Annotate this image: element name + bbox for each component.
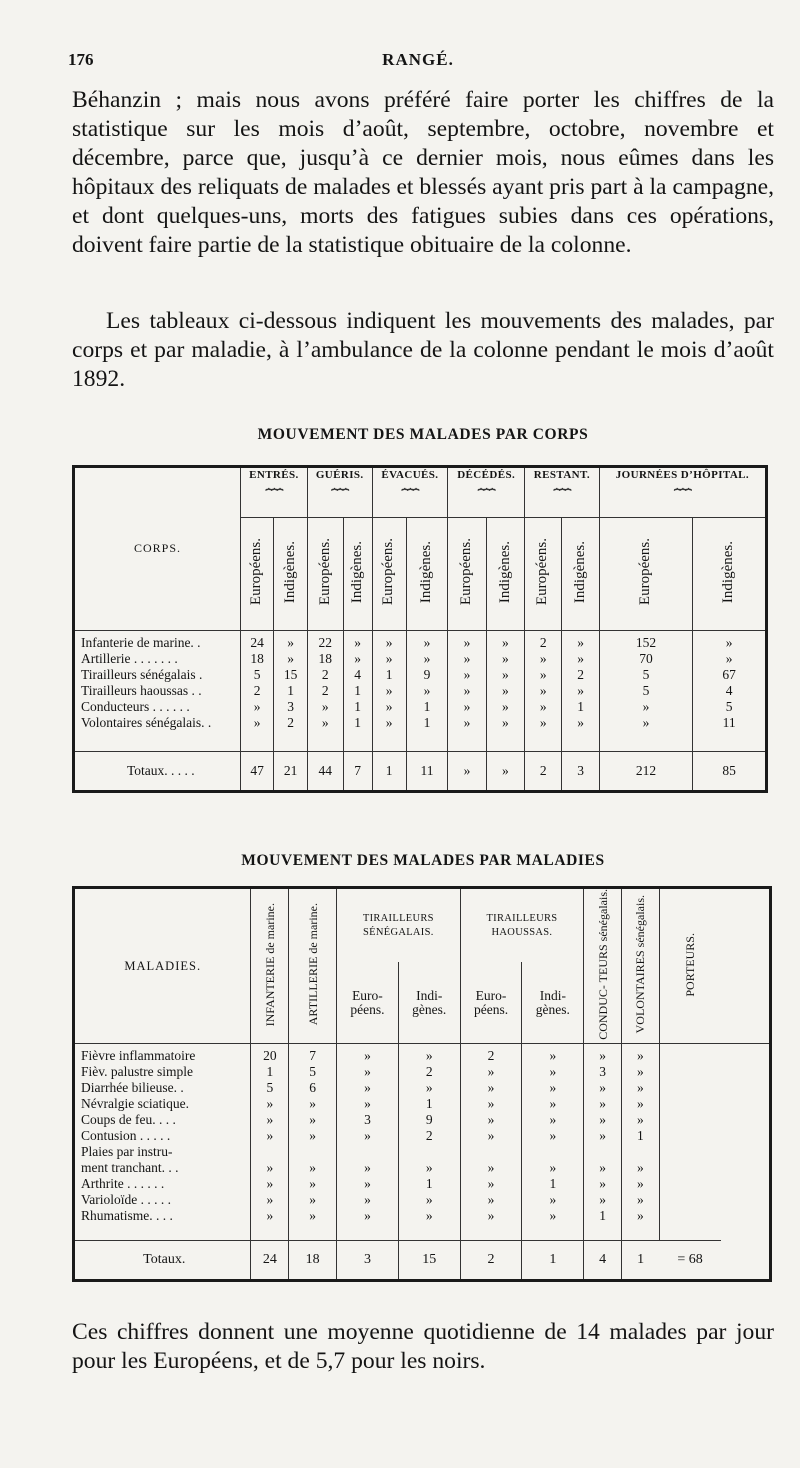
table-cell: 67 xyxy=(693,667,767,683)
table-cell: » xyxy=(448,651,486,667)
empty-cell xyxy=(398,1224,460,1241)
sub-header-europeens: Européens. xyxy=(307,518,343,631)
table-cell: 70 xyxy=(599,651,692,667)
table-cell: » xyxy=(522,1112,584,1128)
total-cell: 3 xyxy=(337,1240,399,1280)
total-cell: 21 xyxy=(274,752,307,792)
table-cell: » xyxy=(693,631,767,652)
table-row xyxy=(74,1112,771,1128)
table-cell: » xyxy=(460,1208,522,1224)
table-cell: » xyxy=(584,1112,622,1128)
row-label: Arthrite . . . . . . xyxy=(81,1176,165,1192)
table-cell: » xyxy=(289,1208,337,1224)
group-header-journees: JOURNÉES D’HÔPITAL. ⏞⏞⏞ xyxy=(599,467,766,518)
table-cell: » xyxy=(562,631,599,652)
table-cell: » xyxy=(460,1160,522,1176)
spacer-row xyxy=(74,1224,771,1241)
table-cell: 2 xyxy=(307,683,343,699)
empty-cell xyxy=(562,731,599,752)
table-cell: » xyxy=(486,715,524,731)
table-cell: » xyxy=(486,699,524,715)
total-cell: 1 xyxy=(522,1240,584,1280)
table-cell: » xyxy=(486,683,524,699)
sub-header-europeens: Européens. xyxy=(599,518,692,631)
table-cell: » xyxy=(289,1096,337,1112)
table-cell: » xyxy=(460,1064,522,1080)
table-cell: » xyxy=(525,651,562,667)
total-cell: 24 xyxy=(251,1240,289,1280)
sub-header-indigenes: Indigènes. xyxy=(486,518,524,631)
table-cell: » xyxy=(486,667,524,683)
table-cell: » xyxy=(562,651,599,667)
table-cell: » xyxy=(398,1208,460,1224)
totals-label: Totaux. . . . . xyxy=(74,752,241,792)
col-volontaires-senegalais: VOLONTAIRES sénégalais. xyxy=(622,888,660,1044)
row-label: Rhumatisme. . . . xyxy=(81,1208,173,1224)
empty-cell xyxy=(599,731,692,752)
table-cell: 5 xyxy=(289,1064,337,1080)
empty-cell xyxy=(659,1096,721,1112)
empty-cell xyxy=(406,731,448,752)
table-cell: » xyxy=(406,651,448,667)
table-cell: » xyxy=(622,1208,660,1224)
empty-cell xyxy=(659,1144,721,1160)
table-cell: » xyxy=(693,651,767,667)
table-cell: » xyxy=(460,1128,522,1144)
empty-cell xyxy=(659,1208,721,1224)
page-number: 176 xyxy=(68,50,94,69)
empty-cell xyxy=(659,1043,721,1064)
table-row xyxy=(74,699,767,715)
table-cell: » xyxy=(622,1043,660,1064)
table-cell: » xyxy=(622,1064,660,1080)
empty-cell xyxy=(240,731,273,752)
table-cell: 1 xyxy=(522,1176,584,1192)
table-cell xyxy=(460,1144,522,1160)
table-cell: » xyxy=(398,1080,460,1096)
table-cell: 11 xyxy=(693,715,767,731)
table-cell: 3 xyxy=(584,1064,622,1080)
total-cell: 212 xyxy=(599,752,692,792)
empty-cell xyxy=(659,1160,721,1176)
table-row xyxy=(74,1208,771,1224)
totals-row xyxy=(74,1240,771,1280)
paragraph-2: Les tableaux ci-dessous indiquent les mouvements des malades, par corps et par maladie, à l’ambulance de la colonne pendant le mois d’août 1892. xyxy=(72,308,774,392)
table-cell: » xyxy=(251,1176,289,1192)
col-infanterie-marine: INFANTERIE de marine. xyxy=(251,888,289,1044)
table-cell: » xyxy=(289,1160,337,1176)
table-cell: 2 xyxy=(525,631,562,652)
table-cell: » xyxy=(251,1096,289,1112)
table-cell: » xyxy=(337,1192,399,1208)
table-cell xyxy=(337,1144,399,1160)
table-cell: 3 xyxy=(337,1112,399,1128)
empty-cell xyxy=(486,731,524,752)
table-cell: » xyxy=(251,1208,289,1224)
empty-cell xyxy=(289,1224,337,1241)
table-cell: » xyxy=(251,1160,289,1176)
table-cell: » xyxy=(337,1128,399,1144)
empty-cell xyxy=(659,1080,721,1096)
empty-cell xyxy=(307,731,343,752)
table-cell: » xyxy=(337,1064,399,1080)
sub-header-indigenes: Indigènes. xyxy=(693,518,767,631)
table-cell: » xyxy=(584,1128,622,1144)
total-cell: 2 xyxy=(525,752,562,792)
empty-cell xyxy=(693,731,767,752)
table-cell: » xyxy=(289,1112,337,1128)
empty-cell xyxy=(74,1224,251,1241)
empty-cell xyxy=(274,731,307,752)
sub-header-indigenes: Indigènes. xyxy=(562,518,599,631)
table-cell: 9 xyxy=(406,667,448,683)
table-cell: 9 xyxy=(398,1112,460,1128)
table-cell: » xyxy=(398,1043,460,1064)
sub-header-indigenes: Indigènes. xyxy=(274,518,307,631)
table-row xyxy=(74,683,767,699)
row-label: Fièvre inflammatoire xyxy=(81,1048,196,1064)
empty-cell xyxy=(659,1128,721,1144)
row-label: Tirailleurs haoussas . . xyxy=(81,683,202,699)
table-cell: » xyxy=(584,1176,622,1192)
sub-header-indigenes: Indi- gènes. xyxy=(398,962,460,1043)
table-cell: » xyxy=(307,715,343,731)
table-row xyxy=(74,1128,771,1144)
table-movement-by-disease xyxy=(72,886,772,1282)
table-cell: » xyxy=(562,715,599,731)
table-cell: 3 xyxy=(274,699,307,715)
table-cell: » xyxy=(448,699,486,715)
table-cell: 2 xyxy=(274,715,307,731)
table-cell: 18 xyxy=(307,651,343,667)
table-cell: » xyxy=(460,1096,522,1112)
row-label: Coups de feu. . . . xyxy=(81,1112,176,1128)
table-row xyxy=(74,651,767,667)
table-cell: » xyxy=(274,631,307,652)
table-row xyxy=(74,1144,771,1160)
table-cell: » xyxy=(448,631,486,652)
sub-header-indigenes: Indigènes. xyxy=(406,518,448,631)
group-header-evacues: ÉVACUÉS. ⏞⏞⏞ xyxy=(372,467,448,518)
table-corps-caption: MOUVEMENT DES MALADES PAR CORPS xyxy=(257,426,589,443)
table-cell: » xyxy=(251,1128,289,1144)
table-row xyxy=(74,631,767,652)
table-cell: 1 xyxy=(398,1096,460,1112)
total-cell: 44 xyxy=(307,752,343,792)
table-cell: » xyxy=(337,1096,399,1112)
group-header-entres: ENTRÉS. ⏞⏞⏞ xyxy=(240,467,307,518)
table-cell xyxy=(584,1144,622,1160)
total-cell: 18 xyxy=(289,1240,337,1280)
table-cell: » xyxy=(274,651,307,667)
table-cell: 18 xyxy=(240,651,273,667)
table-cell: 1 xyxy=(562,699,599,715)
total-cell: 1 xyxy=(372,752,406,792)
group-header-gueris: GUÉRIS. ⏞⏞⏞ xyxy=(307,467,372,518)
table-cell: 2 xyxy=(398,1064,460,1080)
table-cell: 2 xyxy=(562,667,599,683)
table-cell: » xyxy=(486,651,524,667)
group-header-restant: RESTANT. ⏞⏞⏞ xyxy=(525,467,600,518)
paragraph-1: Béhanzin ; mais nous avons préféré faire porter les chiffres de la statistique sur les mois d’août, septembre, octobre, novembre et décembre, parce que, jusqu’à ce dernier mois, nous eûmes dans les hôpitaux des reliquats de malades et blessés ayant pris part à la campagne, et dont quelques-uns, morts des fatigues subies dans ces opérations, doivent faire partie de la statistique obituaire de la colonne. xyxy=(72,87,774,258)
table-cell: » xyxy=(343,651,372,667)
sub-header-europeens: Européens. xyxy=(372,518,406,631)
table-cell: 1 xyxy=(622,1128,660,1144)
row-label: ment tranchant. . . xyxy=(81,1160,179,1176)
table-row xyxy=(74,1064,771,1080)
table-cell: 1 xyxy=(406,699,448,715)
row-label: Névralgie sciatique. xyxy=(81,1096,189,1112)
row-label: Tirailleurs sénégalais . xyxy=(81,667,203,683)
total-cell: 7 xyxy=(343,752,372,792)
sub-header-europeens: Européens. xyxy=(240,518,273,631)
total-cell: 15 xyxy=(398,1240,460,1280)
table-cell: » xyxy=(622,1192,660,1208)
row-label: Conducteurs . . . . . . xyxy=(81,699,190,715)
table-cell: » xyxy=(622,1080,660,1096)
table-cell: » xyxy=(240,715,273,731)
table-cell: 1 xyxy=(343,699,372,715)
empty-cell xyxy=(74,731,241,752)
table-cell: » xyxy=(522,1160,584,1176)
table-cell: 15 xyxy=(274,667,307,683)
table-cell: » xyxy=(584,1192,622,1208)
table-cell: 6 xyxy=(289,1080,337,1096)
empty-cell xyxy=(372,731,406,752)
table-cell: » xyxy=(289,1128,337,1144)
table-cell xyxy=(398,1144,460,1160)
table-row xyxy=(74,1096,771,1112)
table-cell: » xyxy=(599,715,692,731)
table-cell: » xyxy=(289,1176,337,1192)
col-conducteurs-senegalais: CONDUC- TEURS sénégalais. xyxy=(584,888,622,1044)
table-cell: 5 xyxy=(599,683,692,699)
table-cell: 1 xyxy=(398,1176,460,1192)
table-cell: » xyxy=(522,1080,584,1096)
row-label: Varioloïde . . . . . xyxy=(81,1192,171,1208)
group-header-decedes: DÉCÉDÉS. ⏞⏞⏞ xyxy=(448,467,525,518)
group-tirailleurs-haoussas: TIRAILLEURS HAOUSSAS. xyxy=(460,888,584,963)
row-label: Infanterie de marine. . xyxy=(81,635,201,651)
empty-cell xyxy=(460,1224,522,1241)
table-cell: » xyxy=(522,1208,584,1224)
table-cell: 4 xyxy=(343,667,372,683)
table-cell: » xyxy=(251,1112,289,1128)
table-row xyxy=(74,1080,771,1096)
table-movement-by-corps xyxy=(72,465,768,793)
table-cell: » xyxy=(372,699,406,715)
table-cell: » xyxy=(337,1080,399,1096)
table-cell: 22 xyxy=(307,631,343,652)
table-cell: » xyxy=(522,1128,584,1144)
table-cell: » xyxy=(622,1160,660,1176)
table-cell: » xyxy=(343,631,372,652)
empty-cell xyxy=(659,1064,721,1080)
table-cell: » xyxy=(448,667,486,683)
table-cell: » xyxy=(622,1112,660,1128)
maladies-header: MALADIES. xyxy=(74,888,251,1044)
table-cell: » xyxy=(584,1043,622,1064)
grand-total: = 68 xyxy=(659,1240,721,1280)
table-cell: » xyxy=(406,631,448,652)
table-cell: 1 xyxy=(406,715,448,731)
table-cell: 1 xyxy=(584,1208,622,1224)
table-corps-body xyxy=(74,631,767,792)
empty-cell xyxy=(622,1224,660,1241)
table-cell: » xyxy=(398,1192,460,1208)
group-tirailleurs-senegalais: TIRAILLEURS SÉNÉGALAIS. xyxy=(337,888,461,963)
table-cell: » xyxy=(406,683,448,699)
table-cell: 5 xyxy=(240,667,273,683)
table-cell: » xyxy=(525,699,562,715)
table-cell: 7 xyxy=(289,1043,337,1064)
table-cell: » xyxy=(337,1208,399,1224)
table-cell: 2 xyxy=(460,1043,522,1064)
table-maladies-body xyxy=(74,1043,771,1280)
row-label: Contusion . . . . . xyxy=(81,1128,171,1144)
row-label: Artillerie . . . . . . . xyxy=(81,651,178,667)
table-cell: » xyxy=(622,1096,660,1112)
table-cell: » xyxy=(372,715,406,731)
table-cell: 20 xyxy=(251,1043,289,1064)
empty-cell xyxy=(343,731,372,752)
table-cell: 1 xyxy=(372,667,406,683)
table-cell: 5 xyxy=(599,667,692,683)
table-cell: » xyxy=(584,1080,622,1096)
table-cell: » xyxy=(522,1064,584,1080)
spacer-row xyxy=(74,731,767,752)
empty-cell xyxy=(659,1112,721,1128)
empty-cell xyxy=(525,731,562,752)
empty-cell xyxy=(659,1192,721,1208)
table-cell: » xyxy=(525,683,562,699)
table-cell: » xyxy=(337,1176,399,1192)
total-cell: » xyxy=(486,752,524,792)
row-label: Plaies par instru- xyxy=(81,1144,173,1160)
total-cell: 2 xyxy=(460,1240,522,1280)
table-cell: » xyxy=(460,1080,522,1096)
total-cell: 1 xyxy=(622,1240,660,1280)
total-cell: 85 xyxy=(693,752,767,792)
empty-cell xyxy=(448,731,486,752)
table-cell: 2 xyxy=(398,1128,460,1144)
row-label: Volontaires sénégalais. . xyxy=(81,715,212,731)
table-cell: » xyxy=(307,699,343,715)
table-cell: » xyxy=(460,1176,522,1192)
sub-header-europeens: Euro- péens. xyxy=(460,962,522,1043)
table-cell: » xyxy=(398,1160,460,1176)
empty-cell xyxy=(659,1224,721,1241)
table-row xyxy=(74,1043,771,1064)
table-cell: » xyxy=(525,667,562,683)
empty-cell xyxy=(659,1176,721,1192)
table-row xyxy=(74,1160,771,1176)
table-cell: 152 xyxy=(599,631,692,652)
table-cell: » xyxy=(460,1192,522,1208)
total-cell: 11 xyxy=(406,752,448,792)
closing-paragraph: Ces chiffres donnent une moyenne quotidienne de 14 malades par jour pour les Européens, et de 5,7 pour les noirs. xyxy=(72,1319,774,1374)
col-blank xyxy=(721,888,771,1044)
table-cell xyxy=(251,1144,289,1160)
sub-header-europeens: Euro- péens. xyxy=(337,962,399,1043)
table-cell: » xyxy=(584,1160,622,1176)
empty-cell xyxy=(337,1224,399,1241)
sub-header-indigenes: Indigènes. xyxy=(343,518,372,631)
table-cell: » xyxy=(448,715,486,731)
table-cell: 5 xyxy=(693,699,767,715)
table-cell: » xyxy=(486,631,524,652)
table-cell: » xyxy=(372,651,406,667)
corps-header: CORPS. xyxy=(74,467,241,631)
table-cell: 1 xyxy=(251,1064,289,1080)
table-cell: » xyxy=(372,683,406,699)
table-cell: » xyxy=(240,699,273,715)
sub-header-indigenes: Indi- gènes. xyxy=(522,962,584,1043)
col-porteurs: PORTEURS. xyxy=(659,888,721,1044)
totals-row xyxy=(74,752,767,792)
table-row xyxy=(74,667,767,683)
empty-cell xyxy=(251,1224,289,1241)
total-cell: 3 xyxy=(562,752,599,792)
table-cell: » xyxy=(599,699,692,715)
empty-cell xyxy=(584,1224,622,1241)
total-cell: 4 xyxy=(584,1240,622,1280)
table-cell: » xyxy=(622,1176,660,1192)
table-cell: 1 xyxy=(274,683,307,699)
table-cell: » xyxy=(562,683,599,699)
table-cell: 5 xyxy=(251,1080,289,1096)
table-cell: 1 xyxy=(343,683,372,699)
row-label: Diarrhée bilieuse. . xyxy=(81,1080,184,1096)
table-cell: » xyxy=(337,1160,399,1176)
table-cell: » xyxy=(522,1192,584,1208)
totals-label: Totaux. xyxy=(74,1240,251,1280)
total-cell: » xyxy=(448,752,486,792)
table-cell: » xyxy=(337,1043,399,1064)
table-cell: 4 xyxy=(693,683,767,699)
table-cell xyxy=(622,1144,660,1160)
table-row xyxy=(74,1176,771,1192)
running-head: RANGÉ. xyxy=(382,50,454,69)
table-cell: » xyxy=(584,1096,622,1112)
table-cell: » xyxy=(448,683,486,699)
table-cell: » xyxy=(289,1192,337,1208)
table-cell: » xyxy=(251,1192,289,1208)
page-header xyxy=(68,50,768,74)
table-cell: » xyxy=(525,715,562,731)
table-cell: 24 xyxy=(240,631,273,652)
table-cell: » xyxy=(522,1043,584,1064)
sub-header-europeens: Européens. xyxy=(448,518,486,631)
table-maladies-caption: MOUVEMENT DES MALADES PAR MALADIES xyxy=(241,852,605,869)
table-row xyxy=(74,1192,771,1208)
total-cell: 47 xyxy=(240,752,273,792)
row-label: Fièv. palustre simple xyxy=(81,1064,193,1080)
empty-cell xyxy=(522,1224,584,1241)
table-cell: » xyxy=(522,1096,584,1112)
table-row xyxy=(74,715,767,731)
table-cell xyxy=(289,1144,337,1160)
table-cell: 2 xyxy=(240,683,273,699)
table-cell: 2 xyxy=(307,667,343,683)
table-cell: » xyxy=(372,631,406,652)
table-cell xyxy=(522,1144,584,1160)
table-cell: 1 xyxy=(343,715,372,731)
sub-header-europeens: Européens. xyxy=(525,518,562,631)
col-artillerie-marine: ARTILLERIE de marine. xyxy=(289,888,337,1044)
table-cell: » xyxy=(460,1112,522,1128)
